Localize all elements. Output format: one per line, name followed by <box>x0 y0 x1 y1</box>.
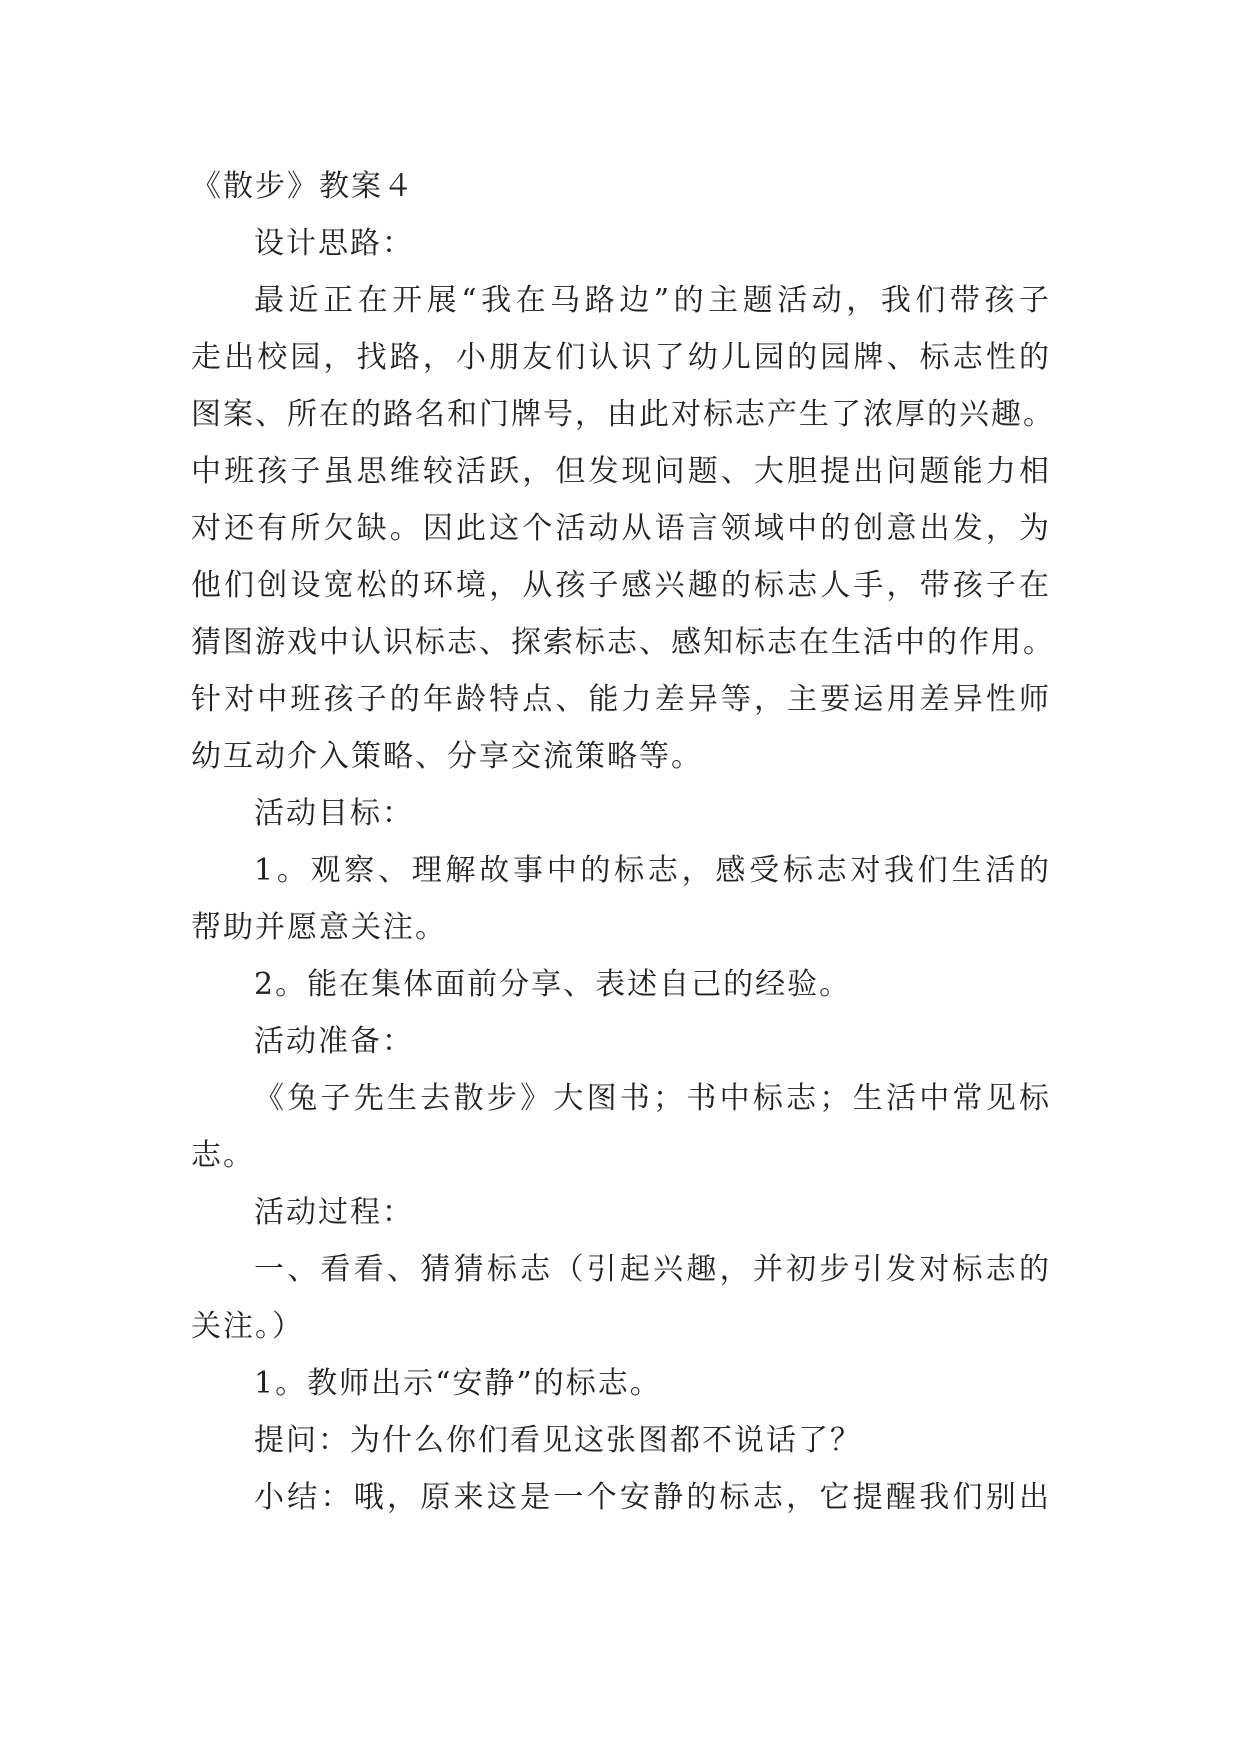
text-line: 幼互动介入策略、分享交流策略等。 <box>191 739 703 774</box>
text-line: 活动目标： <box>254 796 414 831</box>
text-line: 设计思路： <box>254 226 414 261</box>
text-line: 猜图游戏中认识标志、探索标志、感知标志在生活中的作用。 <box>191 625 1055 660</box>
text-line: 一、看看、猜猜标志（引起兴趣，并初步引发对标志的 <box>254 1252 1051 1287</box>
paragraph-lines <box>191 215 1055 1526</box>
text-line: 小结：哦，原来这是一个安静的标志，它提醒我们别出 <box>254 1480 1051 1515</box>
text-line: 他们创设宽松的环境，从孩子感兴趣的标志人手，带孩子在 <box>191 568 1051 603</box>
text-line: 最近正在开展“我在马路边”的主题活动，我们带孩子 <box>254 283 1051 318</box>
text-line: 2。能在集体面前分享、表述自己的经验。 <box>254 967 852 1002</box>
text-line: 关注。） <box>191 1309 304 1344</box>
text-line: 对还有所欠缺。因此这个活动从语言领域中的创意出发，为 <box>191 511 1051 546</box>
text-line: 活动过程： <box>254 1195 414 1230</box>
text-line: 图案、所在的路名和门牌号，由此对标志产生了浓厚的兴趣。 <box>191 397 1055 432</box>
text-line: 中班孩子虽思维较活跃，但发现问题、大胆提出问题能力相 <box>191 454 1051 489</box>
document-body <box>191 158 1055 1526</box>
text-line: 提问：为什么你们看见这张图都不说话了？ <box>254 1423 862 1458</box>
text-line: 志。 <box>191 1138 255 1173</box>
text-line: 1。观察、理解故事中的标志，感受标志对我们生活的 <box>254 853 1051 888</box>
text-line: 《兔子先生去散步》大图书；书中标志；生活中常见标 <box>254 1081 1051 1116</box>
text-line: 活动准备： <box>254 1024 414 1059</box>
text-line: 针对中班孩子的年龄特点、能力差异等，主要运用差异性师 <box>191 682 1051 717</box>
document-title: 《散步》教案４ <box>191 169 415 204</box>
text-line: 1。教师出示“安静”的标志。 <box>254 1366 662 1401</box>
text-line: 走出校园，找路，小朋友们认识了幼儿园的园牌、标志性的 <box>191 340 1051 375</box>
text-line: 帮助并愿意关注。 <box>191 910 447 945</box>
